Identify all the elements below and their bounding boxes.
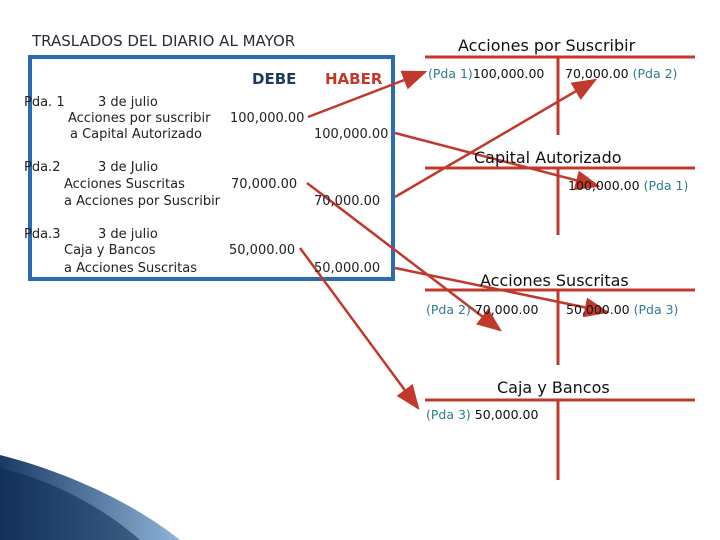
ledger-amount: 70,000.00 [474, 302, 539, 317]
journal-credit-amount: 70,000.00 [314, 194, 381, 209]
ledger-reference: (Pda 2) [632, 66, 678, 81]
journal-credit-account: a Acciones Suscritas [64, 261, 197, 276]
ledger-amount: 70,000.00 [565, 66, 629, 81]
ledger-debit-entry [426, 302, 538, 317]
ledger-debit-entry [428, 66, 544, 81]
ledger-credit-entry [568, 178, 688, 193]
ledger-debit-entry [426, 407, 538, 422]
ledger-reference: (Pda 3) [633, 302, 679, 317]
posting-arrow [395, 80, 595, 197]
ledger-amount: 100,000.00 [472, 66, 545, 81]
journal-entry-date: 3 de julio [98, 227, 158, 242]
slide-title: TRASLADOS DEL DIARIO AL MAYOR [32, 32, 296, 50]
ledger-account-title: Acciones por Suscribir [458, 36, 636, 55]
ledger-account-title: Caja y Bancos [497, 378, 610, 397]
ledger-reference: (Pda 3) [426, 407, 471, 422]
ledger-amount: 50,000.00 [566, 302, 630, 317]
ledger-account-title: Acciones Suscritas [480, 271, 629, 290]
journal-debit-amount: 50,000.00 [229, 243, 296, 258]
debe-header: DEBE [252, 70, 297, 88]
ledger-amount: 50,000.00 [474, 407, 539, 422]
haber-header: HABER [325, 70, 383, 88]
journal-credit-account: a Acciones por Suscribir [64, 194, 221, 209]
journal-debit-account: Acciones Suscritas [64, 177, 185, 192]
journal-credit-account: a Capital Autorizado [70, 127, 202, 142]
ledger-account-title: Capital Autorizado [474, 148, 622, 167]
ledger-credit-entry [566, 302, 678, 317]
ledger-amount: 100,000.00 [568, 178, 640, 193]
ledger-credit-entry [565, 66, 677, 81]
journal-debit-account: Acciones por suscribir [68, 111, 211, 126]
journal-entry-number: Pda. 1 [24, 95, 65, 110]
journal-debit-amount: 100,000.00 [230, 111, 305, 126]
ledger-reference: (Pda 1) [428, 66, 473, 81]
journal-entry-number: Pda.2 [24, 160, 61, 175]
journal-entry-date: 3 de Julio [98, 160, 159, 175]
ledger-reference: (Pda 2) [426, 302, 471, 317]
journal-debit-account: Caja y Bancos [64, 243, 156, 258]
journal-credit-amount: 100,000.00 [314, 127, 389, 142]
journal-debit-amount: 70,000.00 [231, 177, 298, 192]
journal-credit-amount: 50,000.00 [314, 261, 381, 276]
ledger-reference: (Pda 1) [643, 178, 689, 193]
journal-entry-number: Pda.3 [24, 227, 61, 242]
journal-entry-date: 3 de julio [98, 95, 158, 110]
